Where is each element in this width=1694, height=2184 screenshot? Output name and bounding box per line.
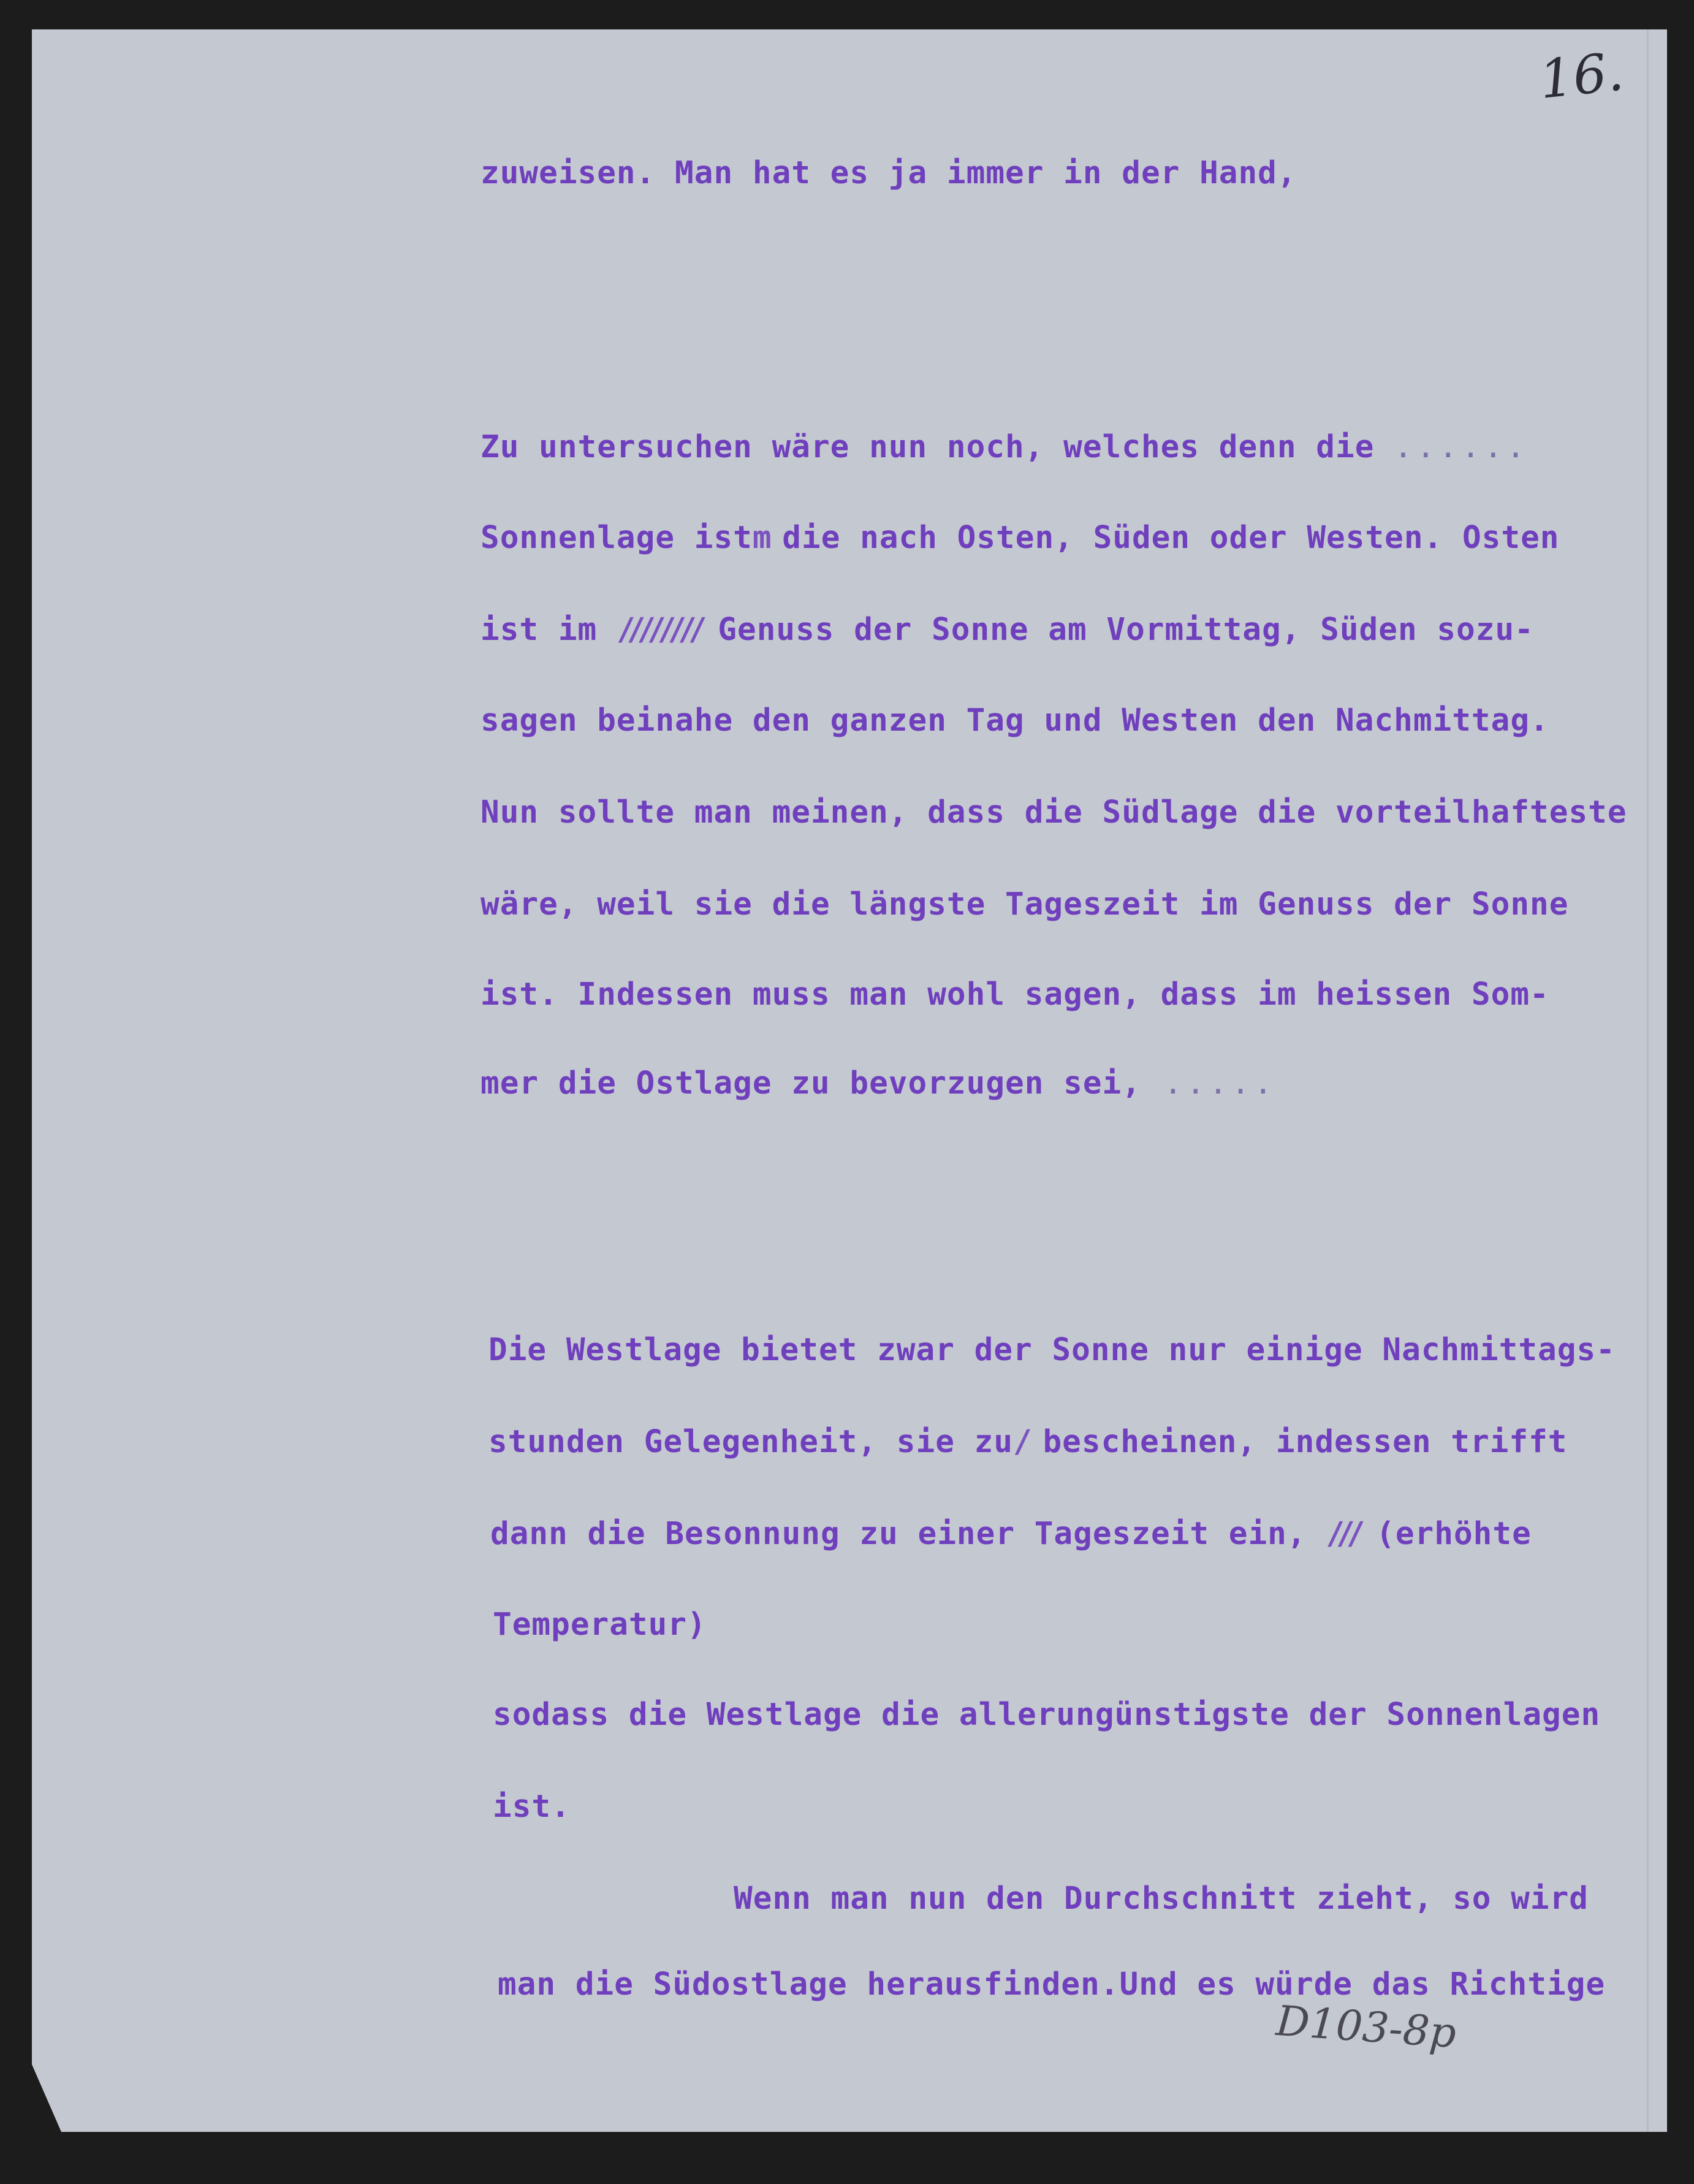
text-line (480, 429, 1529, 465)
handwritten-catalog-mark: D103-8p (1274, 1996, 1458, 2058)
text-line (480, 1065, 1276, 1102)
text-line-content: ist im (480, 612, 617, 648)
text-line: man die Südostlage herausfinden.Und es würde das Richtige (498, 1966, 1606, 2003)
struck-out-text: //////// (616, 612, 699, 648)
text-line (480, 612, 1534, 648)
text-line-content: bescheinen, indessen trifft (1023, 1424, 1568, 1460)
text-line-content: (erhöhte (1356, 1516, 1532, 1552)
handwritten-page-number: 16. (1536, 41, 1627, 111)
paper-fold (1647, 29, 1649, 2132)
struck-out-text: /// (1326, 1516, 1357, 1552)
text-line-content: die nach Osten, Süden oder Westen. Osten (762, 520, 1560, 556)
torn-corner (32, 2064, 61, 2132)
text-line: zuweisen. Man hat es ja immer in der Hand, (480, 155, 1297, 191)
text-line (480, 520, 1559, 556)
text-line: sagen beinahe den ganzen Tag und Westen den Nachmittag. (480, 702, 1549, 739)
text-line (490, 1516, 1532, 1552)
text-line: Die Westlage bietet zwar der Sonne nur einige Nachmittags- (488, 1332, 1616, 1368)
dotted-leader: ..... (1141, 1065, 1277, 1102)
text-line-content: Sonnenlage ist (480, 520, 753, 556)
text-line-indented: Wenn man nun den Durchschnitt zieht, so wird (734, 1881, 1589, 1917)
dotted-leader: ...... (1394, 429, 1529, 465)
text-line: Nun sollte man meinen, dass die Südlage die vorteilhafteste (480, 794, 1627, 831)
text-line (488, 1424, 1567, 1460)
text-line-content: stunden Gelegenheit, sie zu (488, 1424, 1014, 1460)
text-line-content: Zu untersuchen wäre nun noch, welches denn die (480, 429, 1375, 465)
struck-out-text: / (1013, 1424, 1024, 1460)
text-line-content: Genuss der Sonne am Vormittag, Süden sozu- (698, 612, 1534, 648)
text-line: ist. Indessen muss man wohl sagen, dass im heissen Som- (480, 976, 1549, 1013)
typewritten-page (32, 29, 1667, 2132)
text-line: wäre, weil sie die längste Tageszeit im Genuss der Sonne (480, 886, 1569, 923)
struck-out-text: m (752, 520, 763, 556)
text-line: ist. (493, 1789, 571, 1825)
text-line: sodass die Westlage die allerungünstigste der Sonnenlagen (493, 1697, 1601, 1733)
text-line-content: dann die Besonnung zu einer Tageszeit ein, (490, 1516, 1326, 1552)
text-line: Temperatur) (493, 1607, 707, 1643)
text-line-content: mer die Ostlage zu bevorzugen sei, (480, 1065, 1141, 1102)
